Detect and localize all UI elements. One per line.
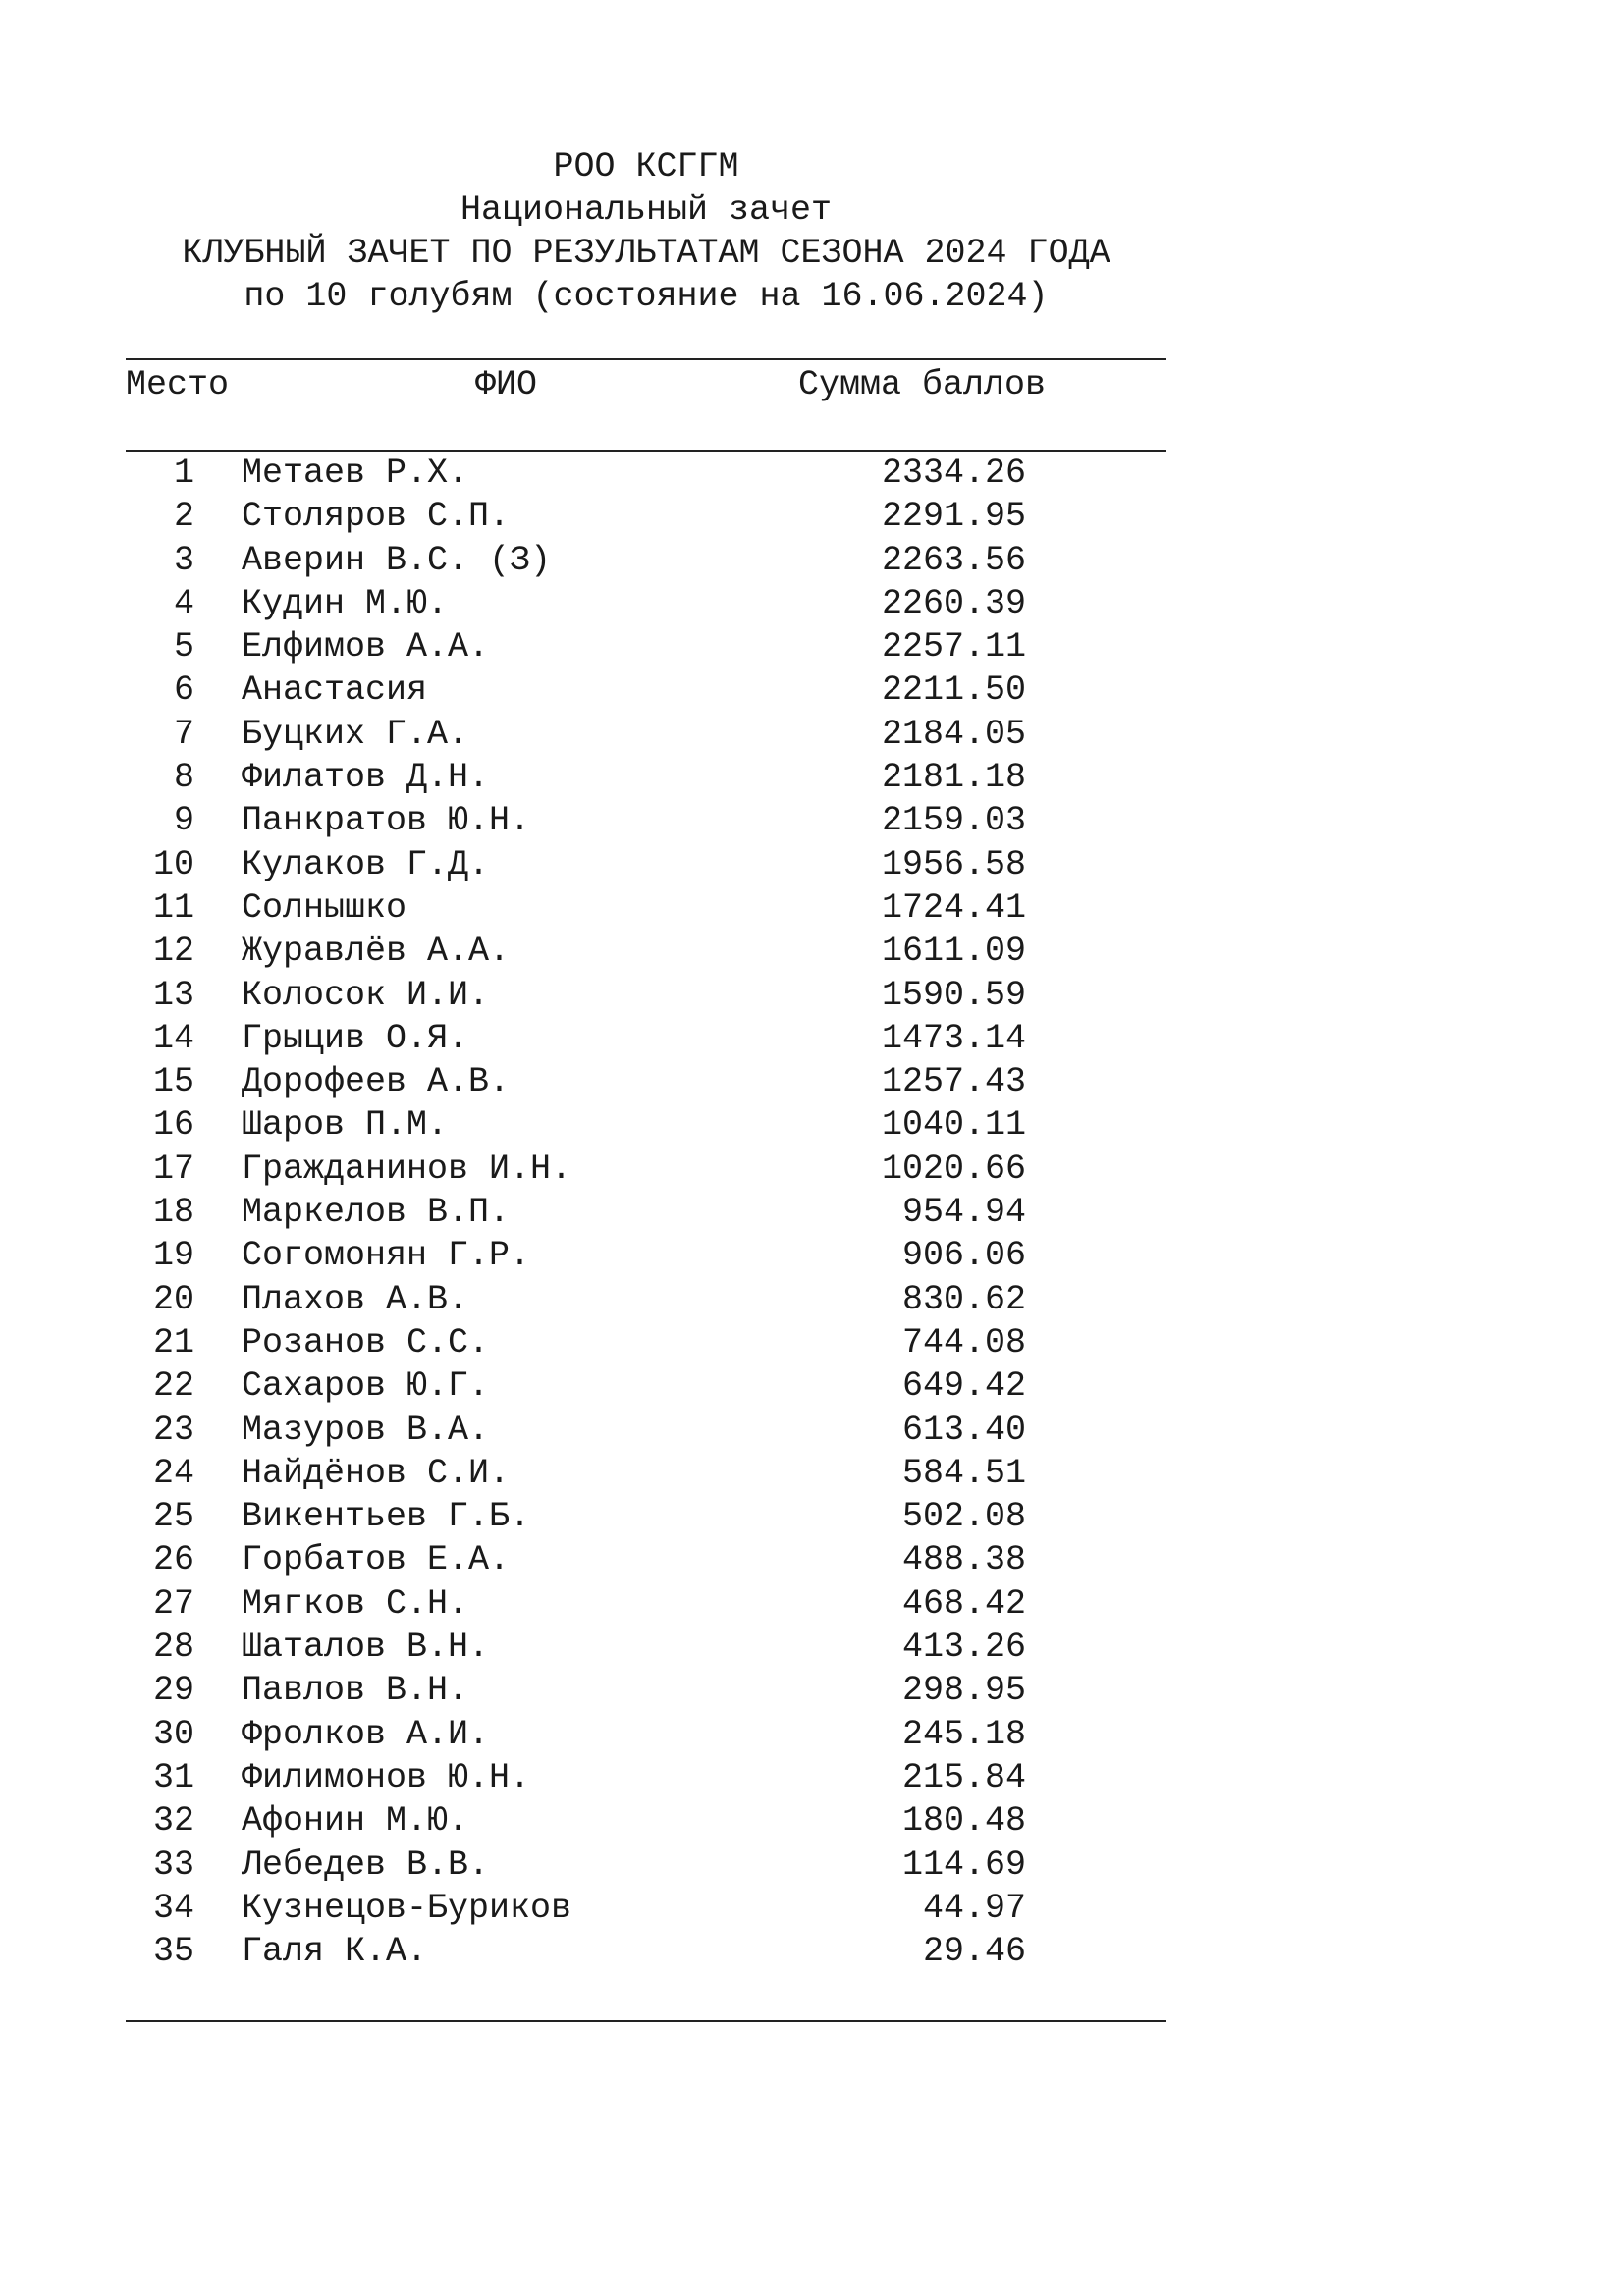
row-place: 28 [152,1628,194,1668]
row-score: 1956.58 [881,844,1026,884]
row-name: Галя К.А. [242,1932,428,1972]
row-place: 29 [152,1671,194,1711]
row-score: 1020.66 [881,1148,1026,1189]
row-name: Сахаров Ю.Г. [242,1366,490,1407]
table-row [0,1060,1624,1103]
row-score: 2334.26 [881,454,1026,493]
table-row [0,1669,1624,1712]
row-place: 10 [152,844,194,884]
table-row [0,1364,1624,1408]
row-place: 2 [173,497,194,537]
row-name: Найдёнов С.И. [242,1453,511,1493]
row-place: 25 [152,1497,194,1537]
row-name: Панкратов Ю.Н. [242,801,531,841]
table-row [0,1103,1624,1147]
row-score: 2181.18 [881,758,1026,798]
row-place: 16 [152,1105,194,1146]
row-score: 502.08 [901,1497,1026,1537]
table-row [0,1148,1624,1191]
row-name: Метаев Р.Х. [242,454,469,493]
row-score: 613.40 [901,1410,1026,1450]
row-place: 6 [173,670,194,711]
table-row [0,1799,1624,1842]
row-score: 584.51 [901,1453,1026,1493]
table-row [0,886,1624,930]
table-row [0,1582,1624,1626]
row-place: 23 [152,1410,194,1450]
row-score: 245.18 [901,1714,1026,1754]
table-row [0,452,1624,495]
row-place: 30 [152,1714,194,1754]
document-title: КЛУБНЫЙ ЗАЧЕТ ПО РЕЗУЛЬТАТАМ СЕЗОНА 2024 ГОДА [182,234,1110,273]
row-place: 26 [152,1540,194,1580]
row-score: 298.95 [901,1671,1026,1711]
row-place: 11 [152,887,194,928]
row-name: Согомонян Г.Р. [242,1236,531,1276]
row-place: 34 [152,1888,194,1928]
row-score: 2159.03 [881,801,1026,841]
row-name: Кудин М.Ю. [242,583,449,623]
row-place: 5 [173,627,194,667]
row-place: 27 [152,1583,194,1624]
table-top-rule [126,358,1166,360]
row-score: 2291.95 [881,497,1026,537]
row-name: Афонин М.Ю. [242,1801,469,1842]
table-row [0,495,1624,538]
row-place: 9 [173,801,194,841]
row-name: Колосок И.И. [242,975,490,1015]
row-place: 24 [152,1453,194,1493]
table-bottom-rule [126,2020,1166,2022]
row-place: 14 [152,1018,194,1058]
column-header-name: ФИО [475,365,538,404]
row-name: Викентьев Г.Б. [242,1497,531,1537]
table-row [0,930,1624,973]
row-score: 215.84 [901,1757,1026,1797]
row-place: 31 [152,1757,194,1797]
row-name: Фролков А.И. [242,1714,490,1754]
row-name: Журавлёв А.А. [242,932,511,972]
row-score: 44.97 [922,1888,1026,1928]
row-place: 22 [152,1366,194,1407]
document-condition: по 10 голубям (состояние на 16.06.2024) [244,277,1049,316]
row-score: 1040.11 [881,1105,1026,1146]
table-row [0,1409,1624,1452]
document-header [126,145,1166,318]
document-subtitle: Национальный зачет [460,190,833,230]
table-row [0,1538,1624,1581]
row-score: 906.06 [901,1236,1026,1276]
table-row [0,582,1624,625]
row-place: 32 [152,1801,194,1842]
row-place: 3 [173,540,194,580]
row-place: 12 [152,932,194,972]
table-row [0,1495,1624,1538]
row-name: Мягков С.Н. [242,1583,469,1624]
row-place: 33 [152,1844,194,1885]
row-score: 468.42 [901,1583,1026,1624]
row-name: Плахов А.В. [242,1279,469,1319]
table-row [0,625,1624,668]
organization-name: РОО КСГГМ [553,147,739,187]
row-score: 2260.39 [881,583,1026,623]
row-place: 19 [152,1236,194,1276]
row-score: 1473.14 [881,1018,1026,1058]
row-score: 29.46 [922,1932,1026,1972]
row-name: Мазуров В.А. [242,1410,490,1450]
row-score: 488.38 [901,1540,1026,1580]
row-place: 18 [152,1193,194,1233]
row-name: Буцких Г.А. [242,714,469,754]
row-name: Шаталов В.Н. [242,1628,490,1668]
row-name: Маркелов В.П. [242,1193,511,1233]
row-place: 20 [152,1279,194,1319]
row-score: 1590.59 [881,975,1026,1015]
row-name: Аверин В.С. (З) [242,540,552,580]
row-place: 8 [173,758,194,798]
table-row [0,1930,1624,1973]
table-row [0,1321,1624,1364]
row-name: Кузнецов-Буриков [242,1888,572,1928]
row-place: 35 [152,1932,194,1972]
row-name: Дорофеев А.В. [242,1062,511,1102]
table-row [0,1452,1624,1495]
table-row [0,756,1624,799]
row-score: 2263.56 [881,540,1026,580]
row-name: Филимонов Ю.Н. [242,1757,531,1797]
row-name: Столяров С.П. [242,497,511,537]
table-row [0,713,1624,756]
column-header-score: Сумма баллов [798,365,1047,404]
row-score: 114.69 [901,1844,1026,1885]
table-row [0,1626,1624,1669]
row-place: 13 [152,975,194,1015]
table-row [0,1191,1624,1234]
row-place: 17 [152,1148,194,1189]
table-row [0,1017,1624,1060]
row-place: 1 [173,454,194,493]
row-score: 2211.50 [881,670,1026,711]
row-place: 4 [173,583,194,623]
column-header-place: Место [126,365,230,404]
row-name: Анастасия [242,670,428,711]
row-name: Филатов Д.Н. [242,758,490,798]
row-name: Елфимов А.А. [242,627,490,667]
row-score: 1611.09 [881,932,1026,972]
row-name: Грыцив О.Я. [242,1018,469,1058]
results-table-body [0,452,1624,1973]
row-score: 830.62 [901,1279,1026,1319]
row-score: 180.48 [901,1801,1026,1842]
row-score: 413.26 [901,1628,1026,1668]
row-name: Солнышко [242,887,407,928]
row-name: Лебедев В.В. [242,1844,490,1885]
row-name: Павлов В.Н. [242,1671,469,1711]
table-row [0,843,1624,886]
row-score: 1257.43 [881,1062,1026,1102]
row-score: 1724.41 [881,887,1026,928]
row-place: 21 [152,1322,194,1362]
table-row [0,1278,1624,1321]
row-name: Горбатов Е.А. [242,1540,511,1580]
row-place: 15 [152,1062,194,1102]
row-place: 7 [173,714,194,754]
row-score: 2184.05 [881,714,1026,754]
row-name: Розанов С.С. [242,1322,490,1362]
table-row [0,799,1624,842]
table-row [0,1713,1624,1756]
table-row [0,974,1624,1017]
table-row [0,539,1624,582]
table-row [0,1843,1624,1887]
row-name: Шаров П.М. [242,1105,449,1146]
row-score: 649.42 [901,1366,1026,1407]
table-row [0,668,1624,712]
row-name: Кулаков Г.Д. [242,844,490,884]
table-row [0,1887,1624,1930]
table-row [0,1234,1624,1277]
row-score: 954.94 [901,1193,1026,1233]
row-score: 2257.11 [881,627,1026,667]
row-name: Гражданинов И.Н. [242,1148,572,1189]
table-row [0,1756,1624,1799]
row-score: 744.08 [901,1322,1026,1362]
